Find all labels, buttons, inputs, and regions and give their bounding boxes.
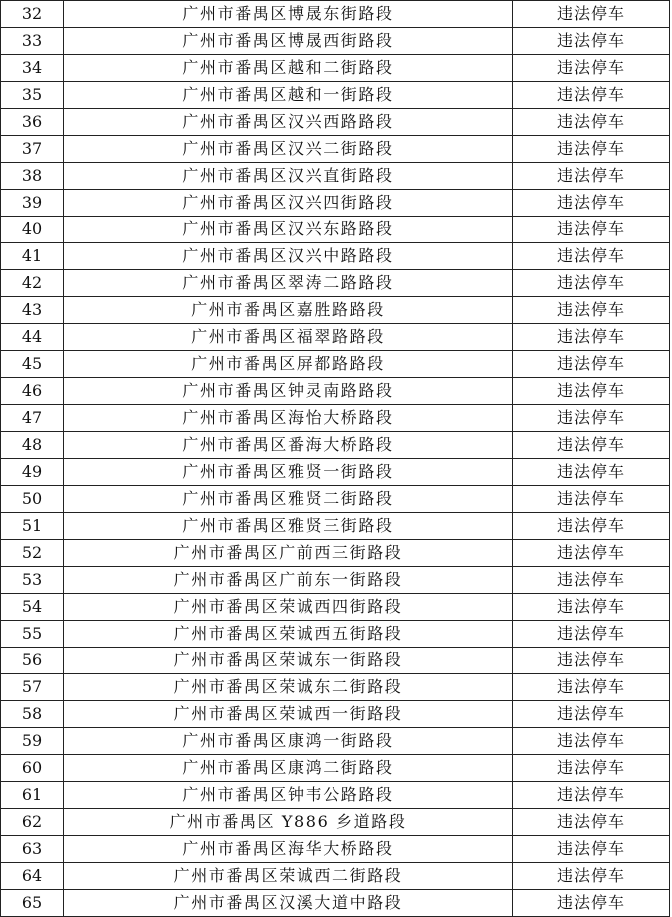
violation-type-cell: 违法停车 <box>513 27 670 54</box>
violation-type-cell: 违法停车 <box>513 863 670 890</box>
row-number-cell: 55 <box>1 620 64 647</box>
row-number-cell: 44 <box>1 324 64 351</box>
violation-type-cell: 违法停车 <box>513 728 670 755</box>
table-row <box>1 701 670 728</box>
table-row <box>1 27 670 54</box>
road-section-cell: 广州市番禺区翠涛二路路段 <box>64 270 513 297</box>
violation-type-cell: 违法停车 <box>513 755 670 782</box>
violation-type-cell: 违法停车 <box>513 297 670 324</box>
violation-type-cell: 违法停车 <box>513 701 670 728</box>
violation-type-cell: 违法停车 <box>513 108 670 135</box>
road-section-cell: 广州市番禺区雅贤二街路段 <box>64 485 513 512</box>
table-row <box>1 728 670 755</box>
table-row <box>1 512 670 539</box>
road-section-cell: 广州市番禺区博晟西街路段 <box>64 27 513 54</box>
row-number-cell: 63 <box>1 836 64 863</box>
violation-type-cell: 违法停车 <box>513 566 670 593</box>
violation-type-cell: 违法停车 <box>513 189 670 216</box>
table-row <box>1 243 670 270</box>
road-section-cell: 广州市番禺区福翠路路段 <box>64 324 513 351</box>
table-row <box>1 270 670 297</box>
row-number-cell: 43 <box>1 297 64 324</box>
row-number-cell: 47 <box>1 405 64 432</box>
road-section-cell: 广州市番禺区荣诚东一街路段 <box>64 647 513 674</box>
road-section-cell: 广州市番禺区雅贤一街路段 <box>64 458 513 485</box>
road-section-cell: 广州市番禺区汉兴西路路段 <box>64 108 513 135</box>
table-row <box>1 539 670 566</box>
violation-type-cell: 违法停车 <box>513 674 670 701</box>
violation-type-cell: 违法停车 <box>513 351 670 378</box>
violation-type-cell: 违法停车 <box>513 512 670 539</box>
table-row <box>1 297 670 324</box>
table-row <box>1 647 670 674</box>
row-number-cell: 60 <box>1 755 64 782</box>
road-section-cell: 广州市番禺区汉溪大道中路段 <box>64 889 513 916</box>
table-row <box>1 432 670 459</box>
table-row <box>1 405 670 432</box>
table-body <box>1 1 670 917</box>
row-number-cell: 65 <box>1 889 64 916</box>
row-number-cell: 39 <box>1 189 64 216</box>
row-number-cell: 34 <box>1 54 64 81</box>
row-number-cell: 56 <box>1 647 64 674</box>
violation-type-cell: 违法停车 <box>513 162 670 189</box>
row-number-cell: 51 <box>1 512 64 539</box>
violation-type-cell: 违法停车 <box>513 216 670 243</box>
row-number-cell: 46 <box>1 378 64 405</box>
row-number-cell: 59 <box>1 728 64 755</box>
row-number-cell: 54 <box>1 593 64 620</box>
table-row <box>1 135 670 162</box>
table-row <box>1 108 670 135</box>
row-number-cell: 50 <box>1 485 64 512</box>
row-number-cell: 53 <box>1 566 64 593</box>
table-row <box>1 162 670 189</box>
road-section-cell: 广州市番禺区康鸿一街路段 <box>64 728 513 755</box>
road-section-cell: 广州市番禺区荣诚西一街路段 <box>64 701 513 728</box>
table-row <box>1 755 670 782</box>
table-row <box>1 1 670 28</box>
table-row <box>1 836 670 863</box>
road-section-cell: 广州市番禺区汉兴中路路段 <box>64 243 513 270</box>
road-section-cell: 广州市番禺区钟灵南路路段 <box>64 378 513 405</box>
road-section-cell: 广州市番禺区屏都路路段 <box>64 351 513 378</box>
violation-type-cell: 违法停车 <box>513 324 670 351</box>
road-section-cell: 广州市番禺区越和一街路段 <box>64 81 513 108</box>
row-number-cell: 58 <box>1 701 64 728</box>
violation-type-cell: 违法停车 <box>513 889 670 916</box>
row-number-cell: 62 <box>1 809 64 836</box>
row-number-cell: 57 <box>1 674 64 701</box>
table-row <box>1 863 670 890</box>
road-section-cell: 广州市番禺区番海大桥路段 <box>64 432 513 459</box>
table-row <box>1 216 670 243</box>
road-section-cell: 广州市番禺区康鸿二街路段 <box>64 755 513 782</box>
road-section-cell: 广州市番禺区汉兴四街路段 <box>64 189 513 216</box>
table-row <box>1 566 670 593</box>
road-section-cell: 广州市番禺区钟韦公路路段 <box>64 782 513 809</box>
road-section-cell: 广州市番禺区海怡大桥路段 <box>64 405 513 432</box>
table-row <box>1 81 670 108</box>
row-number-cell: 49 <box>1 458 64 485</box>
violation-type-cell: 违法停车 <box>513 270 670 297</box>
violation-type-cell: 违法停车 <box>513 243 670 270</box>
table-row <box>1 674 670 701</box>
table-row <box>1 889 670 916</box>
row-number-cell: 36 <box>1 108 64 135</box>
violation-type-cell: 违法停车 <box>513 81 670 108</box>
road-section-cell: 广州市番禺区荣诚西二街路段 <box>64 863 513 890</box>
row-number-cell: 35 <box>1 81 64 108</box>
table-row <box>1 189 670 216</box>
road-section-cell: 广州市番禺区越和二街路段 <box>64 54 513 81</box>
road-section-cell: 广州市番禺区汉兴二街路段 <box>64 135 513 162</box>
violation-type-cell: 违法停车 <box>513 432 670 459</box>
road-section-cell: 广州市番禺区 Y886 乡道路段 <box>64 809 513 836</box>
table-row <box>1 378 670 405</box>
table-row <box>1 324 670 351</box>
row-number-cell: 41 <box>1 243 64 270</box>
road-section-cell: 广州市番禺区荣诚西四街路段 <box>64 593 513 620</box>
violation-type-cell: 违法停车 <box>513 458 670 485</box>
violation-type-cell: 违法停车 <box>513 405 670 432</box>
road-section-cell: 广州市番禺区嘉胜路路段 <box>64 297 513 324</box>
violation-type-cell: 违法停车 <box>513 378 670 405</box>
row-number-cell: 33 <box>1 27 64 54</box>
violation-type-cell: 违法停车 <box>513 836 670 863</box>
road-section-cell: 广州市番禺区汉兴东路路段 <box>64 216 513 243</box>
road-section-cell: 广州市番禺区广前西三街路段 <box>64 539 513 566</box>
row-number-cell: 32 <box>1 1 64 28</box>
row-number-cell: 45 <box>1 351 64 378</box>
row-number-cell: 38 <box>1 162 64 189</box>
row-number-cell: 48 <box>1 432 64 459</box>
row-number-cell: 61 <box>1 782 64 809</box>
table-row <box>1 782 670 809</box>
violation-type-cell: 违法停车 <box>513 647 670 674</box>
road-section-cell: 广州市番禺区广前东一街路段 <box>64 566 513 593</box>
table-row <box>1 593 670 620</box>
violation-type-cell: 违法停车 <box>513 485 670 512</box>
violation-type-cell: 违法停车 <box>513 593 670 620</box>
row-number-cell: 40 <box>1 216 64 243</box>
row-number-cell: 52 <box>1 539 64 566</box>
row-number-cell: 42 <box>1 270 64 297</box>
violation-type-cell: 违法停车 <box>513 54 670 81</box>
road-section-cell: 广州市番禺区博晟东街路段 <box>64 1 513 28</box>
table-row <box>1 458 670 485</box>
table-row <box>1 620 670 647</box>
table-row <box>1 809 670 836</box>
table-row <box>1 54 670 81</box>
table-row <box>1 351 670 378</box>
road-section-cell: 广州市番禺区海华大桥路段 <box>64 836 513 863</box>
violation-type-cell: 违法停车 <box>513 620 670 647</box>
violation-type-cell: 违法停车 <box>513 782 670 809</box>
road-section-cell: 广州市番禺区荣诚西五街路段 <box>64 620 513 647</box>
road-section-cell: 广州市番禺区荣诚东二街路段 <box>64 674 513 701</box>
violation-type-cell: 违法停车 <box>513 539 670 566</box>
road-section-cell: 广州市番禺区汉兴直街路段 <box>64 162 513 189</box>
row-number-cell: 64 <box>1 863 64 890</box>
row-number-cell: 37 <box>1 135 64 162</box>
violation-type-cell: 违法停车 <box>513 809 670 836</box>
violation-type-cell: 违法停车 <box>513 1 670 28</box>
road-section-cell: 广州市番禺区雅贤三街路段 <box>64 512 513 539</box>
violation-type-cell: 违法停车 <box>513 135 670 162</box>
table-row <box>1 485 670 512</box>
